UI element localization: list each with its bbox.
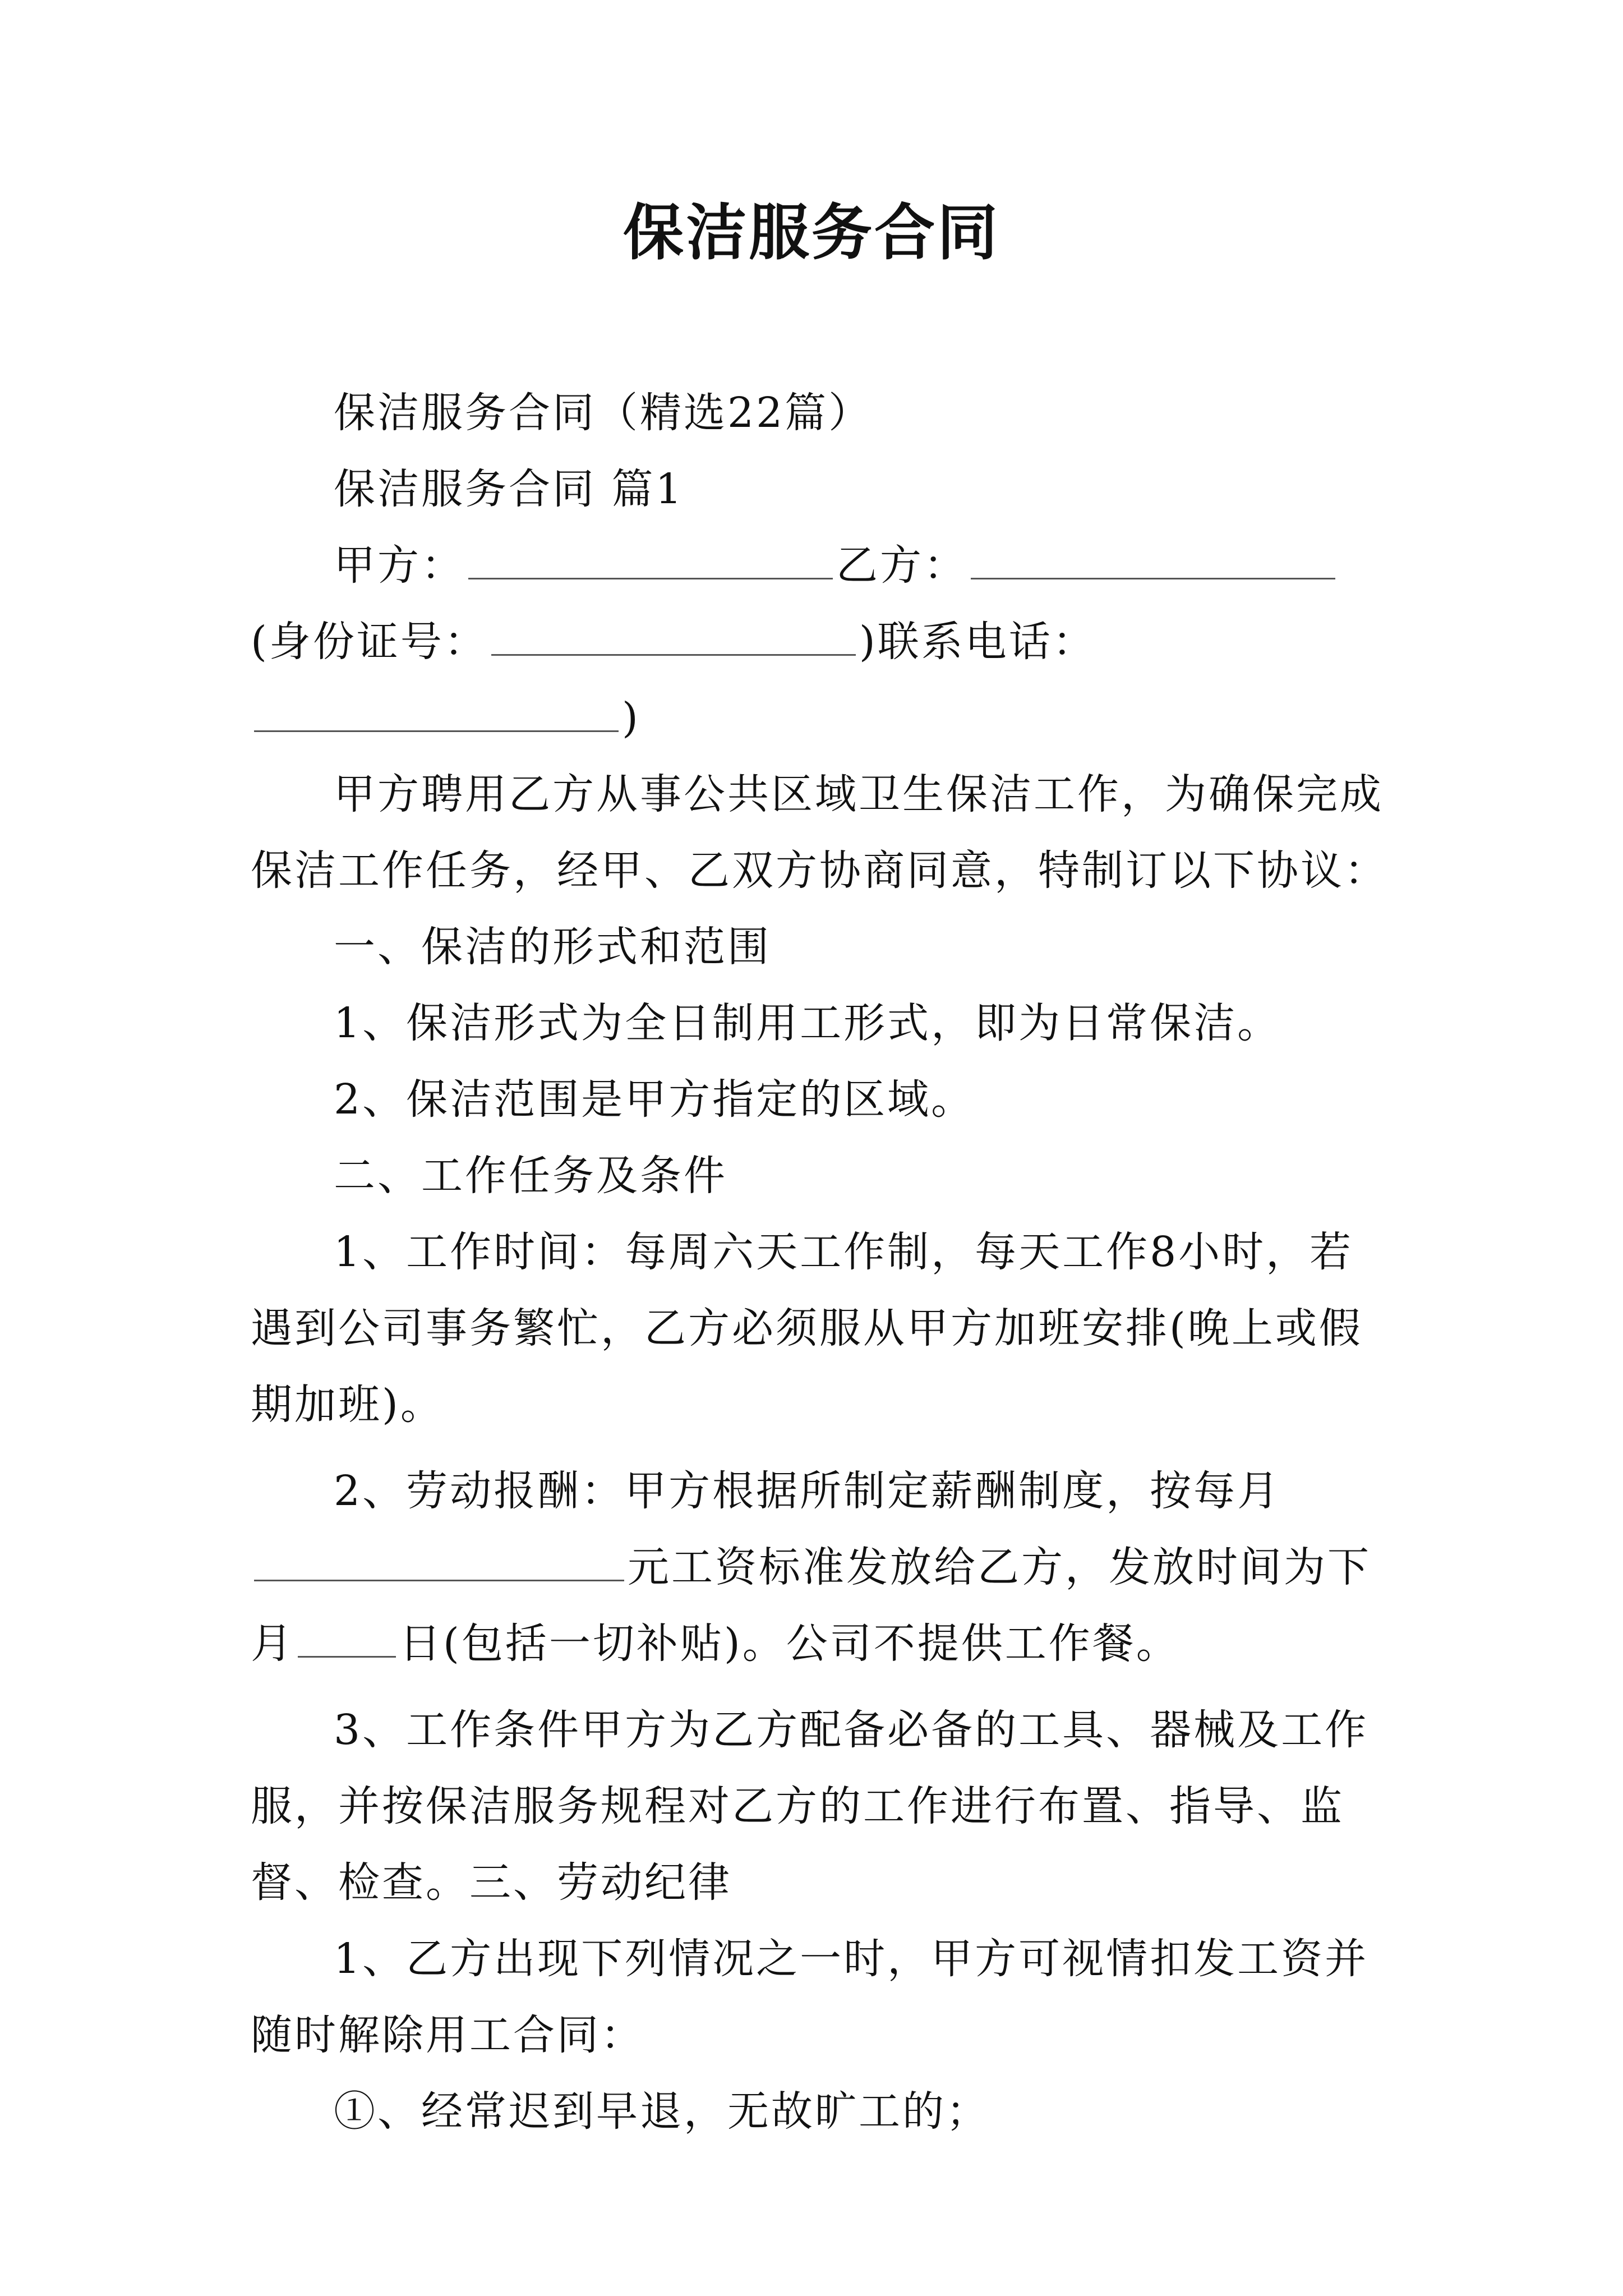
section-1-heading: 一、保洁的形式和范围 <box>334 923 771 971</box>
chapter-heading: 保洁服务合同 篇1 <box>334 465 684 513</box>
document-body <box>251 375 1389 2150</box>
section-3-item-1: 1、乙方出现下列情况之一时，甲方可视情扣发工资并随时解除用工合同： <box>251 1935 1369 2059</box>
parties-line <box>251 527 1389 756</box>
section-2-heading: 二、工作任务及条件 <box>334 1152 727 1200</box>
salary-text-part-1: 2、劳动报酬：甲方根据所制定薪酬制度，按每月 <box>334 1467 1281 1515</box>
party-a-label: 甲方： <box>334 541 465 590</box>
section-2-item-3: 3、工作条件甲方为乙方配备必备的工具、器械及工作服，并按保洁服务规程对乙方的工作进行布置、指导、监督、检查。三、劳动纪律 <box>251 1706 1369 1907</box>
close-paren: ) <box>622 694 640 742</box>
pay-day-blank <box>298 1614 396 1658</box>
party-b-label: 乙方： <box>836 541 967 590</box>
phone-label: )联系电话： <box>859 618 1096 666</box>
id-blank <box>491 613 856 656</box>
intro-paragraph: 甲方聘用乙方从事公共区域卫生保洁工作，为确保完成保洁工作任务，经甲、乙双方协商同意，特制订以下协议： <box>251 770 1388 895</box>
document-subtitle: 保洁服务合同（精选22篇） <box>334 389 873 437</box>
document-title: 保洁服务合同 <box>623 197 1000 268</box>
section-3-sub-item-1: ①、经常迟到早退，无故旷工的； <box>334 2087 990 2136</box>
party-b-blank <box>971 536 1335 579</box>
party-a-blank <box>468 536 833 579</box>
id-label: (身份证号： <box>251 618 488 666</box>
section-1-item-1: 1、保洁形式为全日制用工形式，即为日常保洁。 <box>334 999 1281 1047</box>
section-1-item-2: 2、保洁范围是甲方指定的区域。 <box>334 1075 975 1124</box>
salary-amount-blank <box>254 1538 624 1581</box>
salary-text-part-3: 日(包括一切补贴)。公司不提供工作餐。 <box>399 1619 1180 1668</box>
salary-text-part-2: 元工资标准发放给乙方，发放时间为下月 <box>251 1543 1371 1668</box>
section-2-item-1: 1、工作时间：每周六天工作制，每天工作8小时，若遇到公司事务繁忙，乙方必须服从甲方加班安排(晚上或假期加班)。 <box>251 1228 1363 1429</box>
phone-blank <box>254 689 619 732</box>
section-2-item-2 <box>251 1453 1389 1682</box>
